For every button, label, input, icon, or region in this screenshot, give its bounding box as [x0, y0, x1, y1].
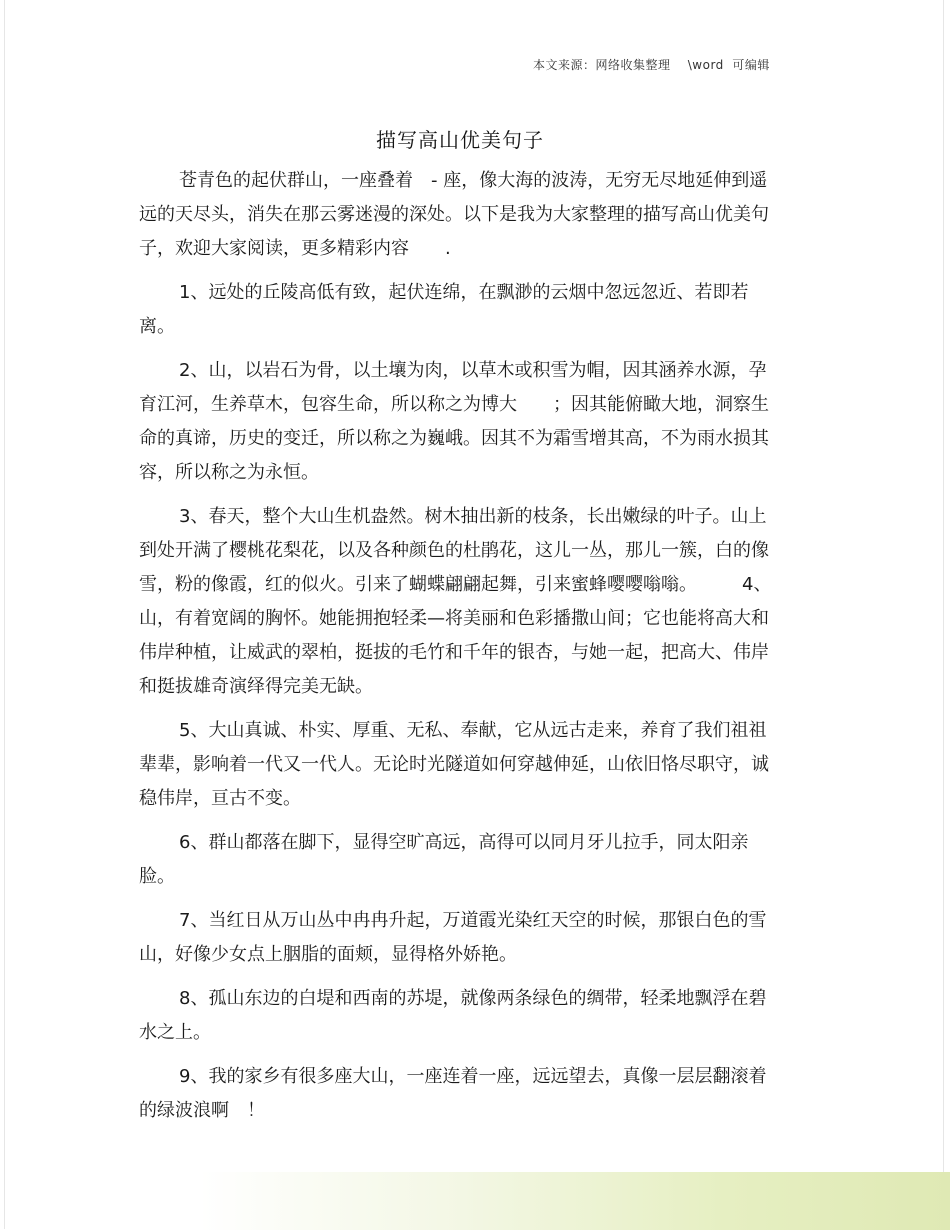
sentence-6: 6、群山都落在脚下，显得空旷高远，高得可以同月牙儿拉手，同太阳亲脸。	[139, 832, 749, 887]
sentence-3-4: 3、春天，整个大山生机盎然。树木抽出新的枝条，长出嫩绿的叶子。山上到处开满了樱桃花梨花，以及各种颜色的杜鹃花，这儿一丛，那儿一簇，白的像雪，粉的像霞，红的似火。引来了蝴蝶翩翩起舞，引来蜜蜂嘤嘤嗡嗡。 4、山，有着宽阔的胸怀。她能拥抱轻柔—将美丽和色彩播撒山间；它也能将高大和伟岸种植，让威武的翠柏，挺拔的毛竹和千年的银杏，与她一起，把高大、伟岸和挺拔雄奇演绎得完美无缺。	[139, 506, 772, 697]
sentence-1: 1、远处的丘陵高低有致，起伏连绵，在飘渺的云烟中忽远忽近、若即若离。	[139, 282, 749, 337]
sentence-7: 7、当红日从万山丛中冉冉升起，万道霞光染红天空的时候，那银白色的雪山，好像少女点上胭脂的面颊，显得格外娇艳。	[139, 910, 767, 965]
sentence-8: 8、孤山东边的白堤和西南的苏堤，就像两条绿色的绸带，轻柔地飘浮在碧水之上。	[139, 988, 767, 1043]
source-note: 本文来源：网络收集整理 \word 可编辑	[533, 58, 770, 72]
document-body	[139, 164, 779, 1138]
sentence-2: 2、山，以岩石为骨，以土壤为肉，以草木或积雪为帽，因其涵养水源，孕育江河，生养草木，包容生命，所以称之为博大 ；因其能俯瞰大地，洞察生命的真谛，历史的变迁，所以称之为巍峨。因其不为霜雪增其高，不为雨水损其容，所以称之为永恒。	[139, 360, 769, 483]
sentence-9: 9、我的家乡有很多座大山，一座连着一座，远远望去，真像一层层翻滚着的绿波浪啊 ！	[139, 1066, 767, 1121]
sentence-5: 5、大山真诚、朴实、厚重、无私、奉献，它从远古走来，养育了我们祖祖辈辈，影响着一代又一代人。无论时光隧道如何穿越伸延，山依旧恪尽职守，诚稳伟岸，亘古不变。	[139, 720, 769, 809]
footer-gradient-band	[200, 1172, 950, 1230]
intro-paragraph: 苍青色的起伏群山，一座叠着 - 座，像大海的波涛，无穷无尽地延伸到遥远的天尽头，消失在那云雾迷漫的深处。以下是我为大家整理的描写高山优美句子，欢迎大家阅读，更多精彩内容 .	[139, 170, 769, 259]
document-title: 描写高山优美句子	[376, 128, 544, 152]
